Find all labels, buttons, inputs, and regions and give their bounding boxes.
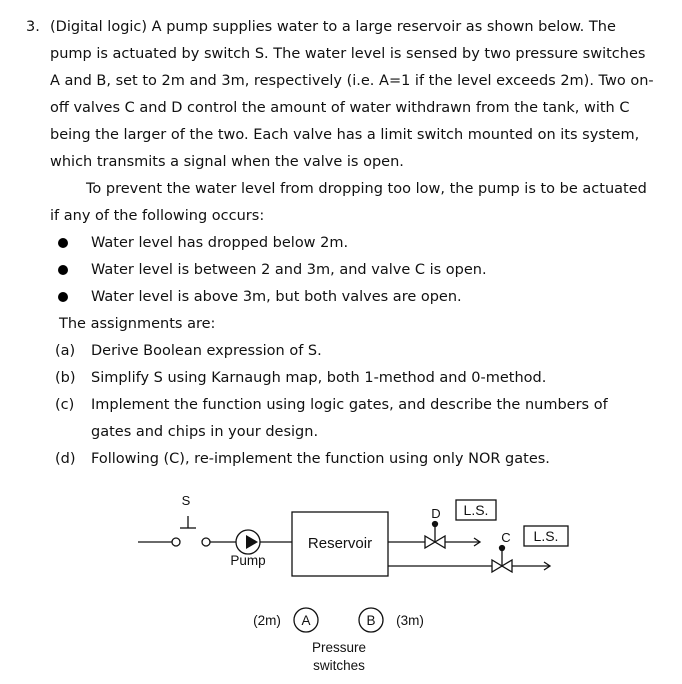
assignments-heading: The assignments are: [59, 316, 216, 332]
intro-line-1: (Digital logic) A pump supplies water to a large reservoir as shown below. The [50, 19, 616, 35]
switch-icon [138, 516, 236, 546]
assignment-d-text: Following (C), re-implement the function using only NOR gates. [91, 451, 550, 467]
bullet-dot [58, 292, 68, 302]
valve-d-icon [425, 522, 445, 549]
pump-icon [236, 530, 292, 554]
condition-line-1: To prevent the water level from dropping too low, the pump is to be actuated [86, 181, 647, 197]
pump-system-diagram [0, 490, 682, 684]
question-number: 3. [26, 19, 40, 35]
intro-line-3: A and B, set to 2m and 3m, respectively (i.e. A=1 if the level exceeds 2m). Two on- [50, 73, 654, 89]
assignment-a-text: Derive Boolean expression of S. [91, 343, 322, 359]
valve-c-icon [492, 546, 512, 573]
bullet-dot [58, 238, 68, 248]
condition-line-2: if any of the following occurs: [50, 208, 265, 224]
pump-label: Pump [230, 553, 266, 568]
sensor-b-level: (3m) [396, 613, 424, 628]
limit-switch-d-label: L.S. [463, 502, 489, 518]
sensor-b-label: B [366, 613, 376, 628]
assignment-c-text-1: Implement the function using logic gates, and describe the numbers of [91, 397, 608, 413]
bullet-item-3: Water level is above 3m, but both valves are open. [91, 289, 462, 305]
pressure-label-line-2: switches [313, 658, 365, 673]
intro-line-2: pump is actuated by switch S. The water level is sensed by two pressure switches [50, 46, 646, 62]
bullet-item-2: Water level is between 2 and 3m, and valve C is open. [91, 262, 487, 278]
bullet-item-1: Water level has dropped below 2m. [91, 235, 349, 251]
switch-label: S [181, 493, 191, 508]
reservoir-label: Reservoir [307, 535, 373, 552]
sensor-a-label: A [301, 613, 311, 628]
intro-line-4: off valves C and D control the amount of water withdrawn from the tank, with C [50, 100, 630, 116]
assignment-c-text-2: gates and chips in your design. [91, 424, 319, 440]
sensor-a-level: (2m) [253, 613, 281, 628]
assignment-label-a: (a) [55, 343, 76, 359]
valve-d-label: D [431, 506, 441, 521]
assignment-label-b: (b) [55, 370, 76, 386]
limit-switch-c-label: L.S. [533, 528, 559, 544]
bullet-dot [58, 265, 68, 275]
intro-line-5: being the larger of the two. Each valve has a limit switch mounted on its system, [50, 127, 640, 143]
assignment-label-c: (c) [55, 397, 75, 413]
assignment-b-text: Simplify S using Karnaugh map, both 1-method and 0-method. [91, 370, 547, 386]
pressure-label-line-1: Pressure [311, 640, 367, 655]
valve-c-label: C [501, 530, 511, 545]
intro-line-6: which transmits a signal when the valve is open. [50, 154, 404, 170]
assignment-label-d: (d) [55, 451, 76, 467]
